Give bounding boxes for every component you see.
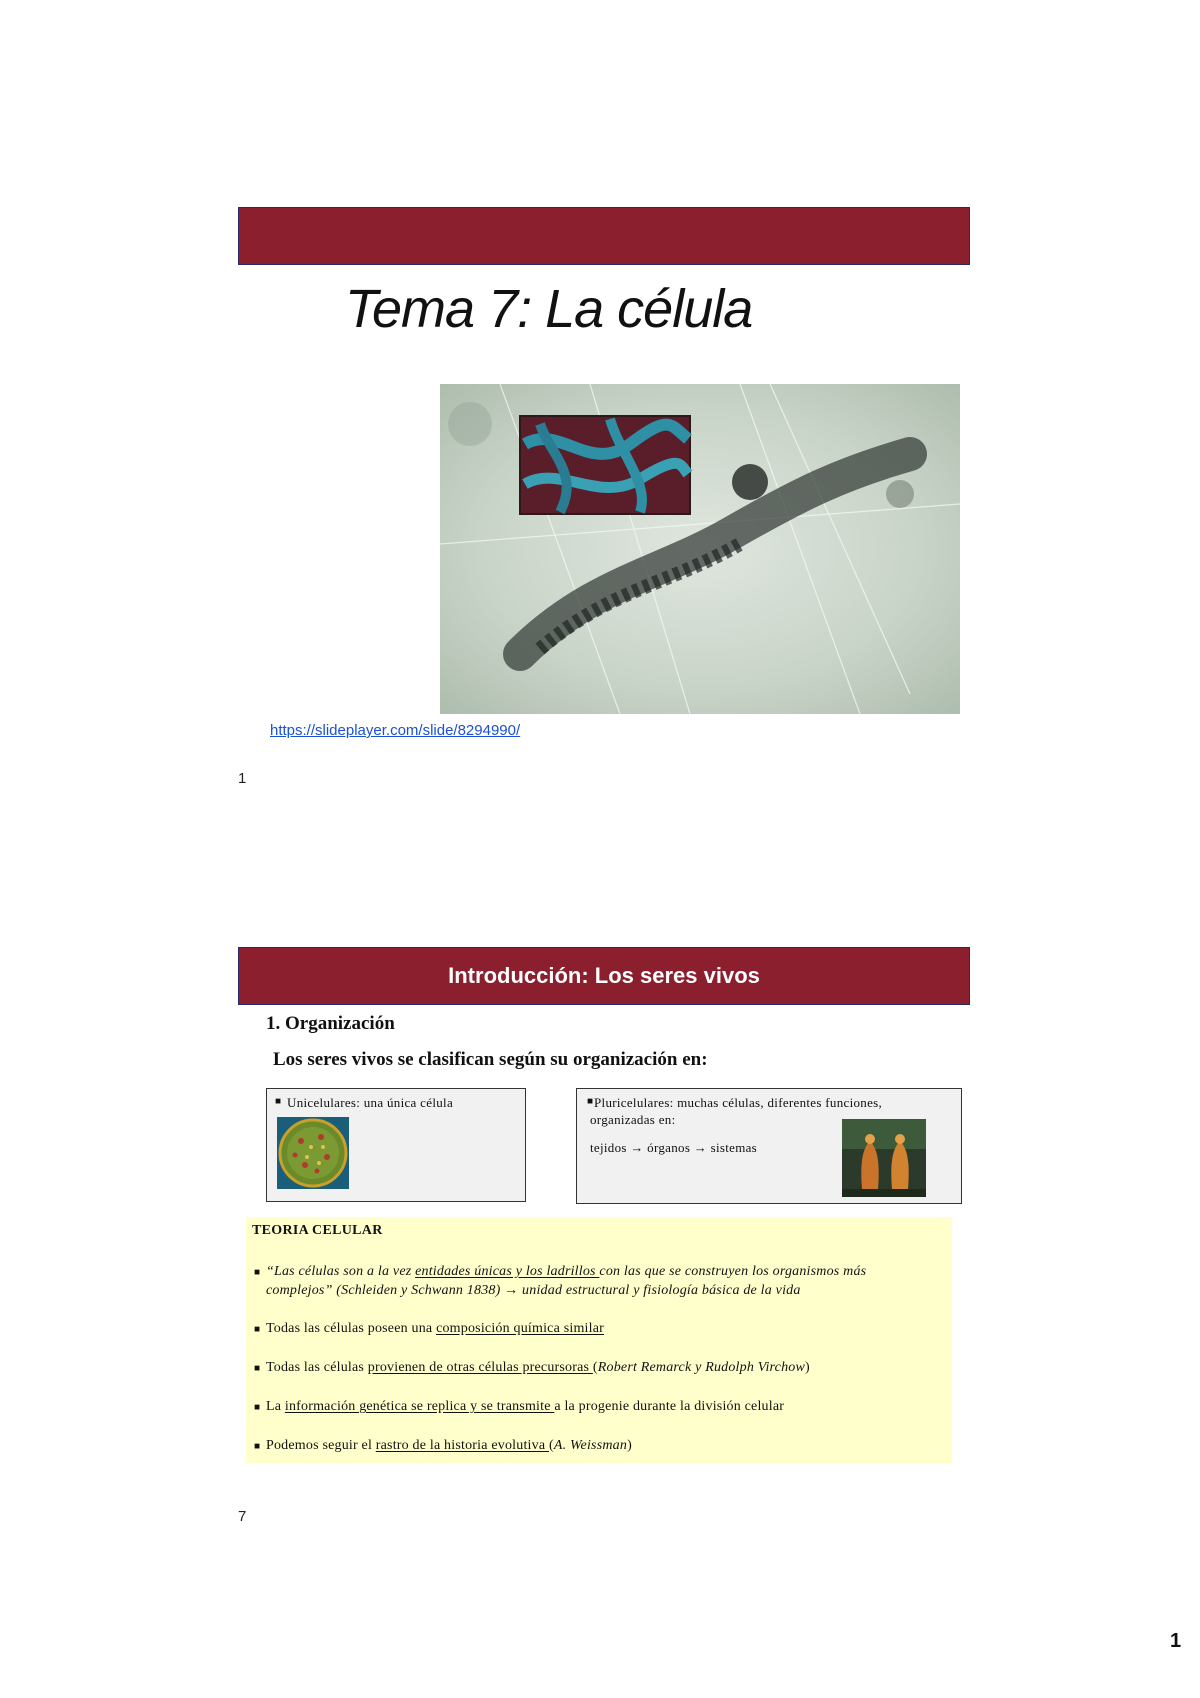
slide1-header-bar: [238, 207, 970, 265]
slide2-header-title: Introducción: Los seres vivos: [448, 963, 760, 988]
unicellular-cell-image: [277, 1117, 349, 1189]
slide2-number: 7: [238, 1508, 247, 1525]
theory-item-4-emphasis: información genética se replica y se transmite: [284, 1399, 555, 1414]
multicellular-label-cont: organizadas en:: [590, 1112, 676, 1127]
bullet-icon: ■: [254, 1441, 261, 1452]
cell-theory-heading: TEORIA CELULAR: [252, 1223, 383, 1238]
theory-item-3-paren-close: ): [805, 1360, 810, 1375]
multicellular-organism-image: [842, 1119, 926, 1197]
theory-item-1: [266, 1262, 946, 1300]
bullet-icon: ■: [275, 1096, 282, 1107]
theory-item-3-emphasis: provienen de otras células precursoras: [367, 1360, 593, 1375]
unicellular-label: Unicelulares: una única célula: [287, 1095, 454, 1110]
theory-item-5-author: A. Weissman: [553, 1438, 628, 1453]
multicellular-box: [576, 1088, 962, 1204]
source-link[interactable]: https://slideplayer.com/slide/8294990/: [270, 722, 521, 739]
bullet-icon: ■: [254, 1267, 261, 1278]
theory-item-5-text: Podemos seguir el: [266, 1438, 376, 1453]
theory-item-5: [266, 1436, 632, 1455]
slide2-header-bar: [238, 947, 970, 1005]
theory-item-4-text-cont: a la progenie durante la división celular: [554, 1399, 785, 1414]
slide1-title: Tema 7: La célula: [345, 279, 753, 339]
cell-theory-box: [246, 1217, 952, 1463]
bullet-icon: ■: [254, 1363, 261, 1374]
theory-item-1-emphasis: entidades únicas y los ladrillos: [415, 1264, 600, 1279]
theory-item-3: [266, 1358, 810, 1377]
theory-item-5-paren-close: ): [627, 1438, 632, 1453]
theory-item-1-text: “Las células son a la vez: [266, 1264, 416, 1279]
classification-subtitle: Los seres vivos se clasifican según su organización en:: [273, 1049, 708, 1070]
unicellular-box: [266, 1088, 526, 1202]
theory-item-1-line2: complejos” (Schleiden y Schwann 1838) → unidad estructural y fisiología básica de la vida: [266, 1283, 801, 1298]
theory-item-2: [266, 1319, 604, 1338]
multicellular-label: Pluricelulares: muchas células, diferentes funciones,: [594, 1095, 883, 1110]
theory-item-2-text: Todas las células poseen una: [266, 1321, 437, 1336]
theory-item-4-text: La: [266, 1399, 285, 1414]
organization-levels: tejidos → órganos → sistemas: [590, 1140, 758, 1155]
chromosome-photo: [440, 384, 960, 714]
theory-item-4: [266, 1397, 784, 1416]
theory-item-5-emphasis: rastro de la historia evolutiva: [375, 1438, 549, 1453]
section-heading: 1. Organización: [266, 1013, 395, 1034]
dna-inset: [520, 416, 690, 514]
theory-item-3-text: Todas las células: [266, 1360, 368, 1375]
theory-item-2-emphasis: composición química similar: [436, 1321, 604, 1336]
theory-item-3-paren: (: [592, 1360, 598, 1375]
page-number: 1: [1170, 1630, 1182, 1652]
theory-item-1-text-cont: con las que se construyen los organismos más: [599, 1264, 867, 1279]
bullet-icon: ■: [254, 1402, 261, 1413]
theory-item-3-authors: Robert Remarck y Rudolph Virchow: [597, 1360, 806, 1375]
bullet-icon: ■: [254, 1324, 261, 1335]
bullet-icon: ■: [587, 1096, 594, 1107]
theory-item-5-paren: (: [548, 1438, 554, 1453]
slide1-number: 1: [238, 770, 247, 787]
